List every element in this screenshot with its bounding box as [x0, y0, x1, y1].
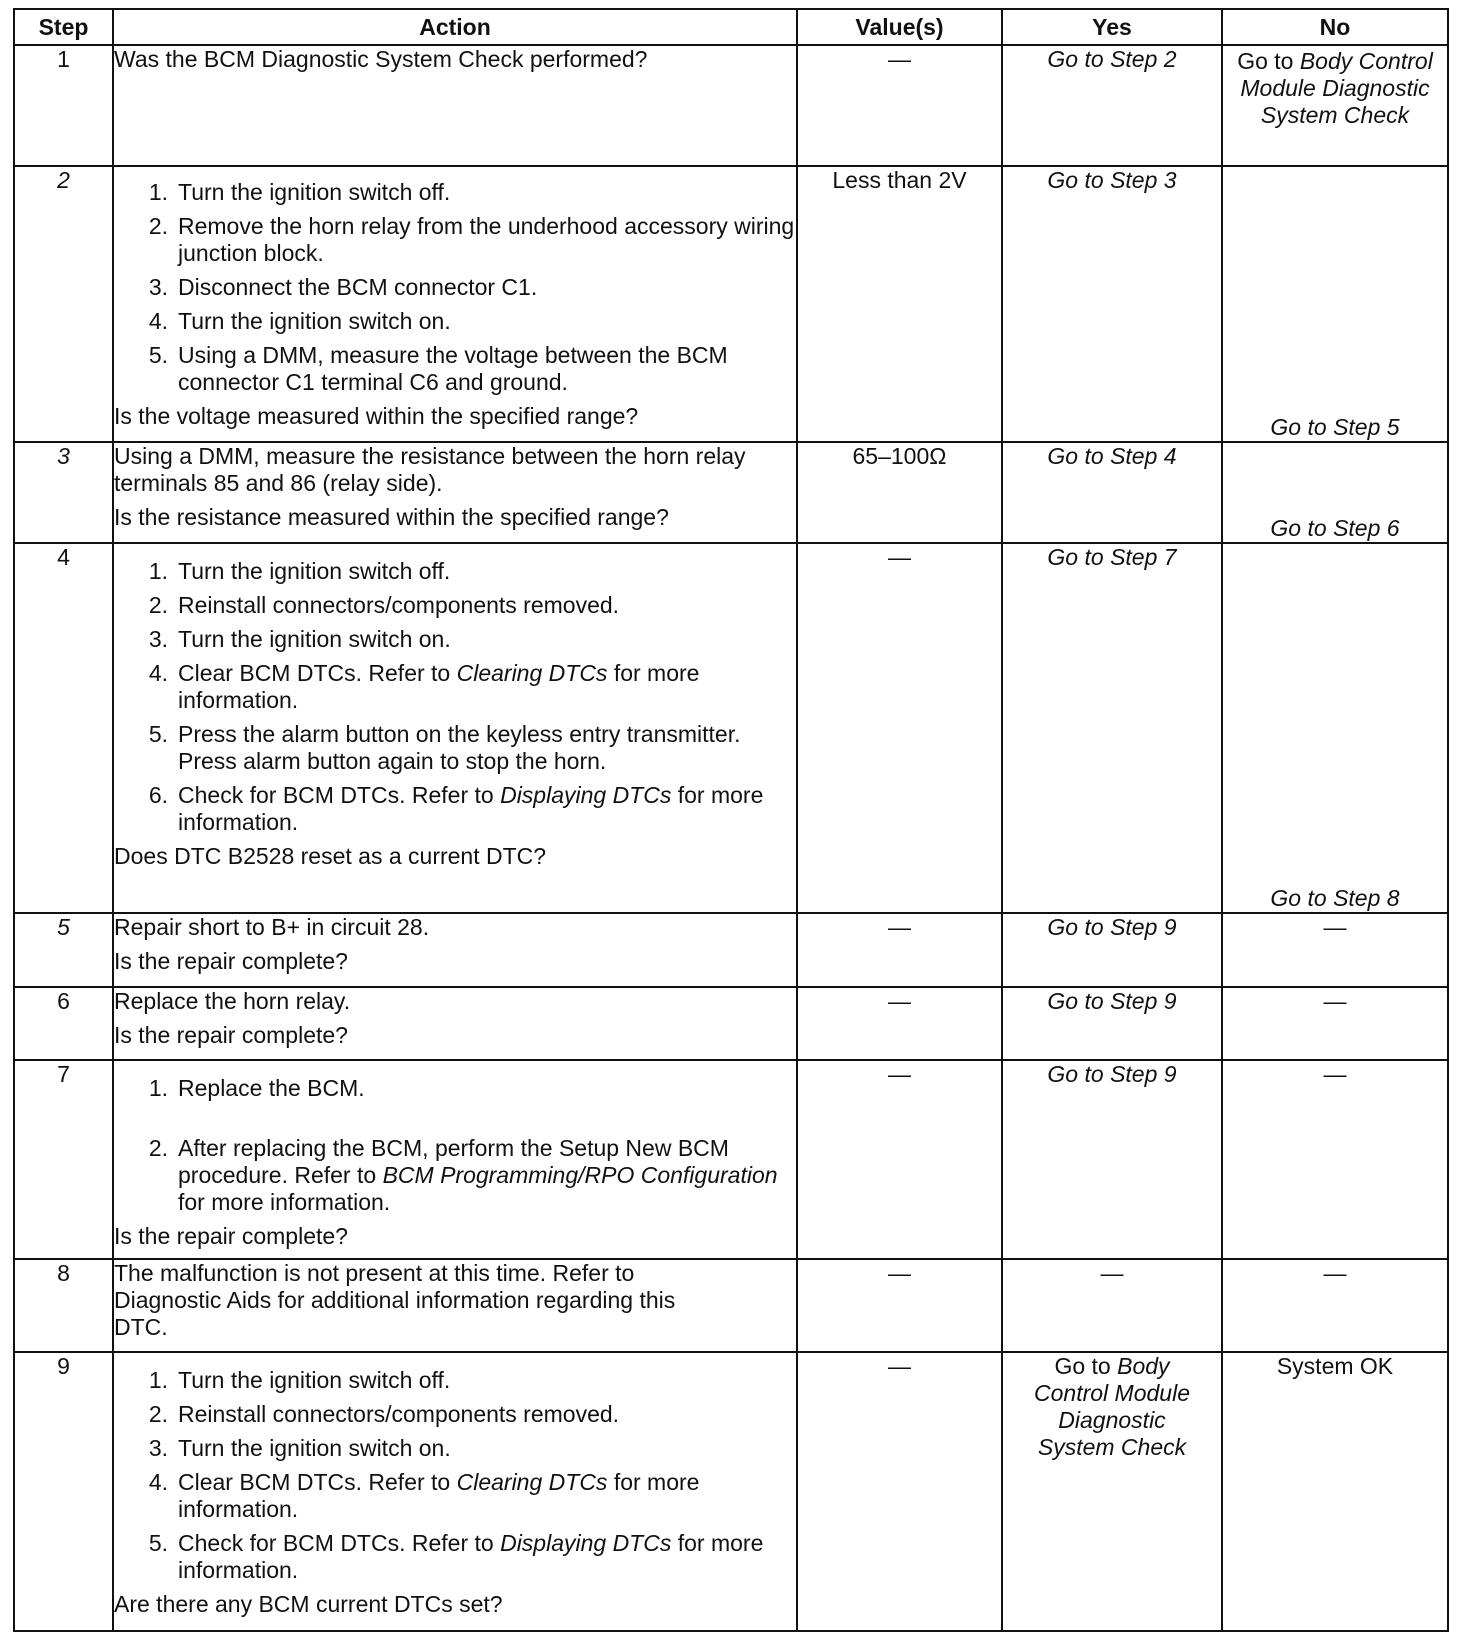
list-item: 6. Check for BCM DTCs. Refer to Displaying DTCs for more information. — [148, 781, 764, 835]
step-number: 1 — [14, 45, 113, 166]
table-row — [14, 913, 1448, 987]
value-cell: — — [797, 1259, 1002, 1353]
list-item: 3. Disconnect the BCM connector C1. — [148, 273, 538, 300]
no-cell: System OK — [1222, 1352, 1448, 1631]
yes-cell: — — [1002, 1259, 1222, 1353]
list-item: 1. Replace the BCM. — [148, 1075, 365, 1102]
action-cell — [113, 543, 797, 913]
no-link: Body Control Module Diagnostic System Check — [1240, 48, 1433, 128]
step-number: 9 — [14, 1352, 113, 1631]
list-item: 4. Clear BCM DTCs. Refer to Clearing DTCs for more information. — [148, 1469, 700, 1523]
no-cell: — — [1222, 987, 1448, 1061]
action-question: Is the voltage measured within the specified range? — [114, 402, 639, 429]
list-item: 5. Press the alarm button on the keyless entry transmitter. Press alarm button again to stop the horn. — [148, 720, 741, 774]
action-text: Repair short to B+ in circuit 28. — [114, 913, 430, 940]
yes-cell: Go to Step 7 — [1002, 543, 1222, 913]
table-row — [14, 166, 1448, 442]
value-cell: — — [797, 1060, 1002, 1259]
no-cell — [1222, 45, 1448, 166]
header-action: Action — [113, 9, 797, 45]
list-item: 1. Turn the ignition switch off. — [148, 178, 451, 205]
no-cell: — — [1222, 1259, 1448, 1353]
action-cell — [113, 913, 797, 987]
no-cell: — — [1222, 913, 1448, 987]
action-cell — [113, 1060, 797, 1259]
action-steps — [114, 1075, 796, 1216]
step-number: 5 — [14, 913, 113, 987]
action-text: Using a DMM, measure the resistance between the horn relay terminals 85 and 86 (relay side). — [114, 443, 746, 496]
no-cell: Go to Step 8 — [1222, 543, 1448, 913]
action-cell — [113, 166, 797, 442]
action-cell — [113, 1352, 797, 1631]
header-values: Value(s) — [797, 9, 1002, 45]
table-row — [14, 1352, 1448, 1631]
diagnostic-table — [13, 8, 1449, 1632]
list-item: 4. Clear BCM DTCs. Refer to Clearing DTCs for more information. — [148, 659, 700, 713]
step-number: 2 — [14, 166, 113, 442]
list-item: 5. Using a DMM, measure the voltage between the BCM connector C1 terminal C6 and ground. — [148, 341, 728, 395]
no-cell: — — [1222, 1060, 1448, 1259]
yes-cell: Go to Step 9 — [1002, 913, 1222, 987]
list-item: 2. Reinstall connectors/components removed. — [148, 591, 620, 618]
table-row — [14, 1060, 1448, 1259]
yes-cell: Go to Step 3 — [1002, 166, 1222, 442]
action-question: Is the resistance measured within the specified range? — [114, 504, 669, 530]
step-number: 6 — [14, 987, 113, 1061]
value-cell: — — [797, 987, 1002, 1061]
list-item: 3. Turn the ignition switch on. — [148, 1435, 451, 1462]
list-item: 5. Check for BCM DTCs. Refer to Displaying DTCs for more information. — [148, 1530, 764, 1584]
action-text: Replace the horn relay. — [114, 987, 351, 1014]
yes-cell: Go to Step 4 — [1002, 442, 1222, 543]
action-cell — [113, 442, 797, 543]
step-number: 4 — [14, 543, 113, 913]
bcm-programming-ref: BCM Programming/RPO Configuration — [382, 1162, 778, 1189]
header-row — [14, 9, 1448, 45]
step-number: 3 — [14, 442, 113, 543]
table-row — [14, 442, 1448, 543]
table-row — [14, 45, 1448, 166]
header-step: Step — [14, 9, 113, 45]
yes-cell: Go to Step 9 — [1002, 1060, 1222, 1259]
list-item: 2. Remove the horn relay from the underhood accessory wiring junction block. — [148, 212, 795, 266]
list-item: 2. After replacing the BCM, perform the Setup New BCM procedure. Refer to BCM Programming/RPO Configuration for more information. — [148, 1135, 778, 1216]
value-cell: — — [797, 45, 1002, 166]
action-cell — [113, 45, 797, 166]
value-cell: — — [797, 913, 1002, 987]
action-question: Is the repair complete? — [114, 1223, 348, 1250]
list-item: 1. Turn the ignition switch off. — [148, 1367, 451, 1394]
yes-cell: Go to Step 9 — [1002, 987, 1222, 1061]
action-question: Are there any BCM current DTCs set? — [114, 1591, 503, 1618]
list-item: 2. Reinstall connectors/components removed. — [148, 1401, 620, 1428]
action-cell — [113, 1259, 797, 1353]
yes-prefix: Go to — [1054, 1353, 1118, 1380]
action-question: Is the repair complete? — [114, 947, 348, 974]
table-row — [14, 543, 1448, 913]
action-question: Was the BCM Diagnostic System Check performed? — [114, 46, 648, 72]
header-no: No — [1222, 9, 1448, 45]
list-item: 1. Turn the ignition switch off. — [148, 557, 451, 584]
action-steps — [114, 1367, 796, 1584]
clearing-dtcs-ref: Clearing DTCs — [456, 1469, 608, 1496]
no-prefix: Go to — [1237, 48, 1300, 74]
no-cell: Go to Step 6 — [1222, 442, 1448, 543]
step-number: 8 — [14, 1259, 113, 1353]
action-steps — [114, 179, 796, 396]
yes-cell: Go to Step 2 — [1002, 45, 1222, 166]
action-steps — [114, 558, 796, 836]
table-row — [14, 1259, 1448, 1353]
action-cell — [113, 987, 797, 1061]
yes-link: Body Control Module Diagnostic System Check — [1034, 1353, 1190, 1461]
displaying-dtcs-ref: Displaying DTCs — [500, 1530, 672, 1557]
value-cell: 65–100Ω — [797, 442, 1002, 543]
clearing-dtcs-ref: Clearing DTCs — [456, 659, 608, 686]
value-cell: — — [797, 543, 1002, 913]
yes-cell — [1002, 1352, 1222, 1631]
value-cell: — — [797, 1352, 1002, 1631]
header-yes: Yes — [1002, 9, 1222, 45]
table-row — [14, 987, 1448, 1061]
value-cell: Less than 2V — [797, 166, 1002, 442]
action-text: The malfunction is not present at this time. Refer to Diagnostic Aids for additional information regarding this DTC. — [114, 1259, 676, 1340]
list-item: 4. Turn the ignition switch on. — [148, 307, 451, 334]
action-question: Is the repair complete? — [114, 1021, 348, 1048]
list-item: 3. Turn the ignition switch on. — [148, 625, 451, 652]
action-question: Does DTC B2528 reset as a current DTC? — [114, 842, 547, 869]
step-number: 7 — [14, 1060, 113, 1259]
displaying-dtcs-ref: Displaying DTCs — [500, 781, 672, 808]
no-cell: Go to Step 5 — [1222, 166, 1448, 442]
